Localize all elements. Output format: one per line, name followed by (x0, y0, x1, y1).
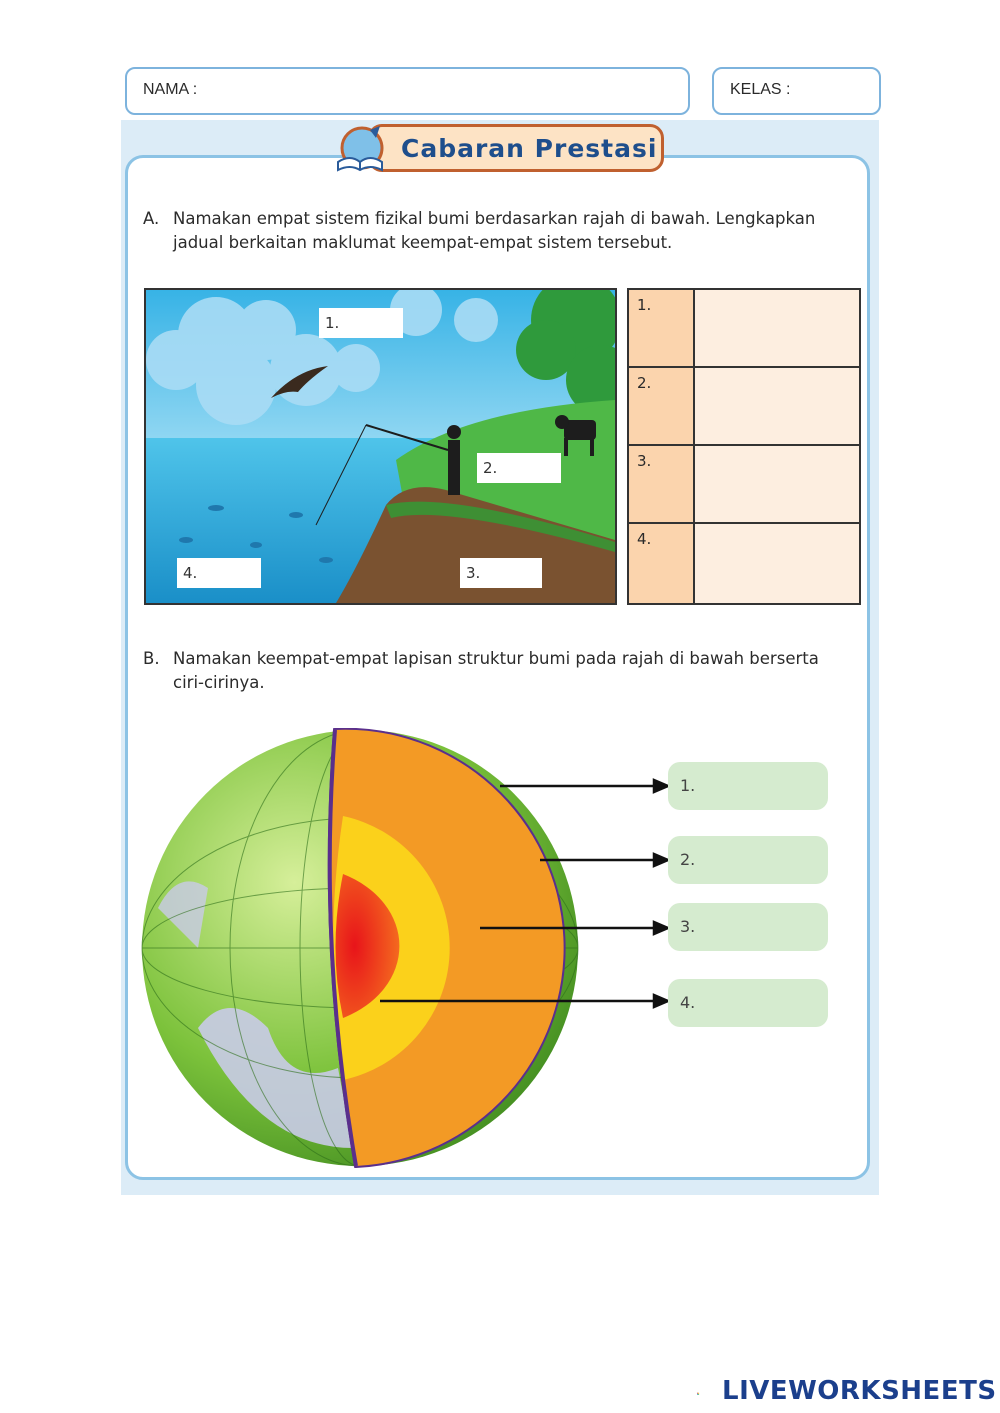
table-answer-cell[interactable] (695, 290, 859, 366)
table-row-number: 1. (629, 290, 695, 366)
table-row (629, 446, 859, 524)
question-b-line1: Namakan keempat-empat lapisan struktur bumi pada rajah di bawah berserta (173, 649, 819, 668)
question-a-line2: jadual berkaitan maklumat keempat-empat sistem tersebut. (173, 233, 673, 252)
table-answer-cell[interactable] (695, 446, 859, 522)
class-field[interactable] (712, 67, 881, 115)
scene-label-1[interactable]: 1. (319, 308, 403, 338)
earth-systems-illustration (144, 288, 617, 605)
footer-brand: LIVEWORKSHEETS (722, 1376, 997, 1406)
table-row-number: 4. (629, 524, 695, 603)
liveworksheets-logo-icon (697, 1382, 721, 1406)
table-row-number: 3. (629, 446, 695, 522)
table-row (629, 368, 859, 446)
scene-label-3[interactable]: 3. (460, 558, 542, 588)
name-label: NAMA : (143, 81, 198, 98)
layer-answer-box-3[interactable]: 3. (668, 903, 828, 951)
table-answer-cell[interactable] (695, 368, 859, 444)
layer-answer-box-2[interactable]: 2. (668, 836, 828, 884)
banner-title: Cabaran Prestasi (401, 134, 658, 163)
layer-answer-box-1[interactable]: 1. (668, 762, 828, 810)
question-a-number: A. (143, 209, 160, 228)
systems-table (627, 288, 861, 605)
earth-structure-diagram (138, 728, 698, 1168)
name-field[interactable] (125, 67, 690, 115)
scene-label-2[interactable]: 2. (477, 453, 561, 483)
layer-answer-box-4[interactable]: 4. (668, 979, 828, 1027)
class-label: KELAS : (730, 81, 791, 98)
table-row (629, 290, 859, 368)
question-b-number: B. (143, 649, 160, 668)
question-a (143, 207, 863, 257)
section-banner (368, 124, 664, 172)
book-globe-icon (330, 124, 390, 178)
question-b (143, 647, 863, 697)
scene-label-4[interactable]: 4. (177, 558, 261, 588)
question-a-line1: Namakan empat sistem fizikal bumi berdasarkan rajah di bawah. Lengkapkan (173, 209, 816, 228)
question-b-line2: ciri-cirinya. (173, 673, 265, 692)
table-row (629, 524, 859, 603)
table-answer-cell[interactable] (695, 524, 859, 603)
table-row-number: 2. (629, 368, 695, 444)
